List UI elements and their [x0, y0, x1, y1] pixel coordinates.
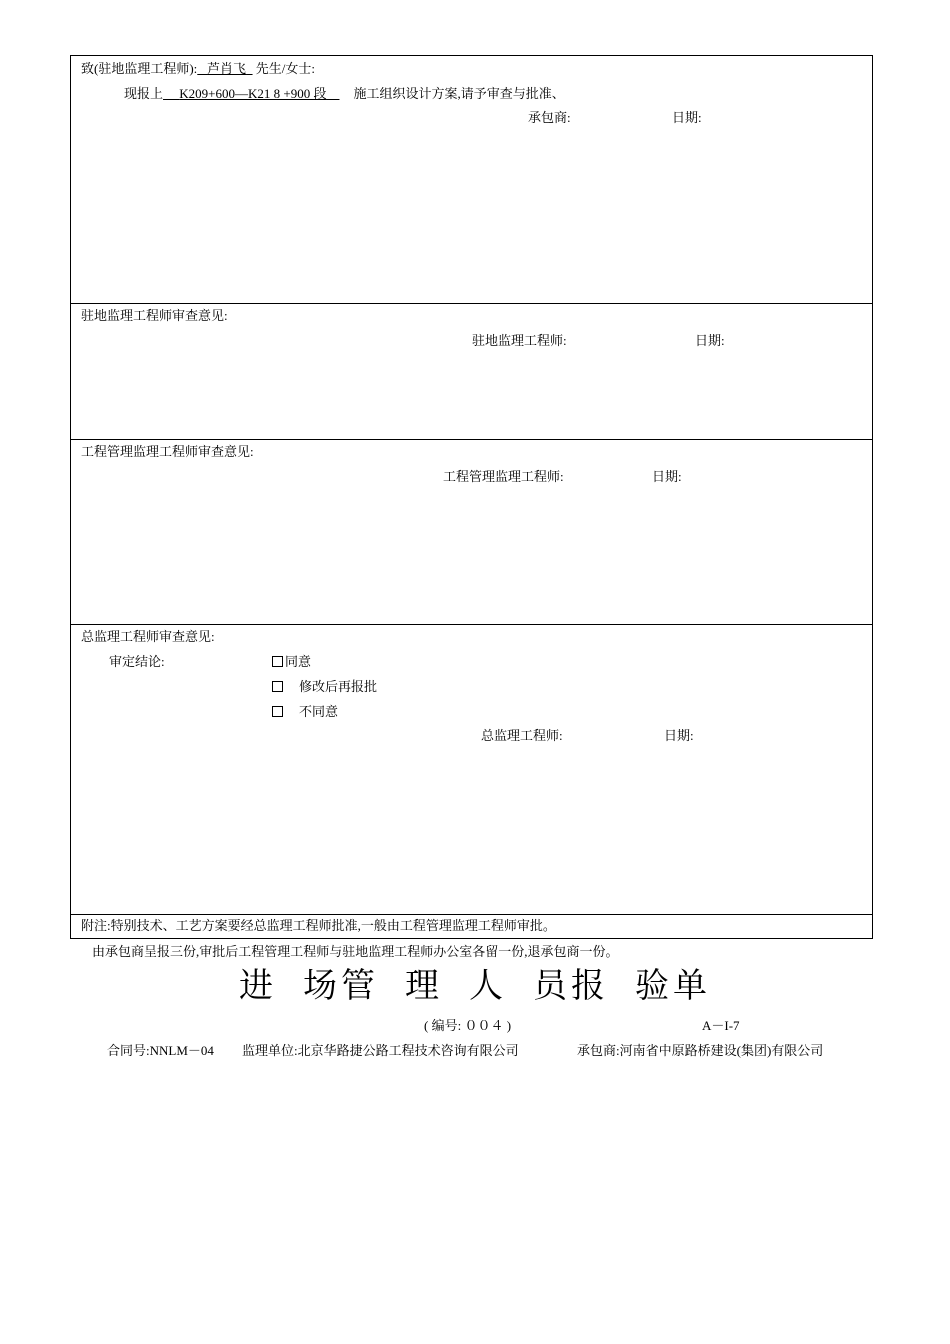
to-line — [81, 61, 315, 77]
chief-date-label: 日期: — [664, 728, 694, 743]
segment-field: K209+600—K21 8 +900 段 — [179, 86, 327, 101]
option-agree[interactable] — [272, 654, 311, 670]
option-disagree[interactable] — [272, 704, 338, 720]
chief-review-section — [71, 624, 872, 915]
report-suffix: 施工组织设计方案,请予审查与批准、 — [353, 86, 565, 101]
option-disagree-label: 不同意 — [299, 704, 339, 719]
resident-signer-label: 驻地监理工程师: — [472, 333, 567, 348]
title-char: 人 — [469, 966, 507, 1006]
report-prefix: 现报上 — [124, 86, 164, 101]
resident-date-label: 日期: — [695, 333, 725, 348]
note-line-1: 附注:特别技术、工艺方案要经总监理工程师批准,一般由工程管理监理工程师审批。 — [81, 918, 556, 933]
form-code: A－I-7 — [702, 1018, 740, 1033]
conclusion-label: 审定结论: — [109, 654, 165, 669]
project-signer-label: 工程管理监理工程师: — [443, 469, 564, 484]
note-section — [71, 914, 872, 940]
contractor-date-label: 日期: — [672, 110, 702, 125]
project-review-section — [71, 439, 872, 625]
report-line — [124, 86, 565, 102]
title-char: 报 — [571, 966, 609, 1006]
chief-review-heading: 总监理工程师审查意见: — [81, 629, 215, 644]
salutation: 先生/女士: — [255, 61, 316, 76]
checkbox-disagree[interactable] — [272, 706, 283, 717]
resident-review-heading: 驻地监理工程师审查意见: — [81, 308, 228, 323]
document-title — [0, 966, 950, 1006]
chief-signer-label: 总监理工程师: — [481, 728, 563, 743]
title-char: 员 — [533, 966, 571, 1006]
title-char: 理 — [405, 966, 443, 1006]
supervisor-unit: 监理单位:北京华路捷公路工程技术咨询有限公司 — [242, 1043, 519, 1058]
title-char: 管 — [341, 966, 379, 1006]
resident-review-section — [71, 303, 872, 440]
project-date-label: 日期: — [652, 469, 682, 484]
project-review-heading: 工程管理监理工程师审查意见: — [81, 444, 254, 459]
approval-form — [70, 55, 873, 939]
contract-number: 合同号:NNLM－04 — [107, 1043, 214, 1058]
checkbox-agree[interactable] — [272, 656, 283, 667]
to-prefix: 致(驻地监理工程师): — [81, 61, 198, 76]
option-revise[interactable] — [272, 679, 377, 695]
note-line-2: 由承包商呈报三份,审批后工程管理工程师与驻地监理工程师办公室各留一份,退承包商一份。 — [92, 944, 619, 959]
engineer-name: 芦肖飞 — [207, 61, 247, 76]
option-agree-label: 同意 — [285, 654, 312, 669]
title-char: 单 — [673, 966, 711, 1006]
contractor-signature-label: 承包商: — [528, 110, 571, 125]
title-char: 进 — [239, 966, 277, 1006]
title-char: 验 — [635, 966, 673, 1006]
checkbox-revise[interactable] — [272, 681, 283, 692]
submission-section — [71, 56, 872, 304]
contractor-unit: 承包商:河南省中原路桥建设(集团)有限公司 — [577, 1043, 824, 1058]
title-char: 场 — [303, 966, 341, 1006]
serial-number: ( 编号: ００４ ) — [424, 1018, 512, 1033]
option-revise-label: 修改后再报批 — [299, 679, 378, 694]
